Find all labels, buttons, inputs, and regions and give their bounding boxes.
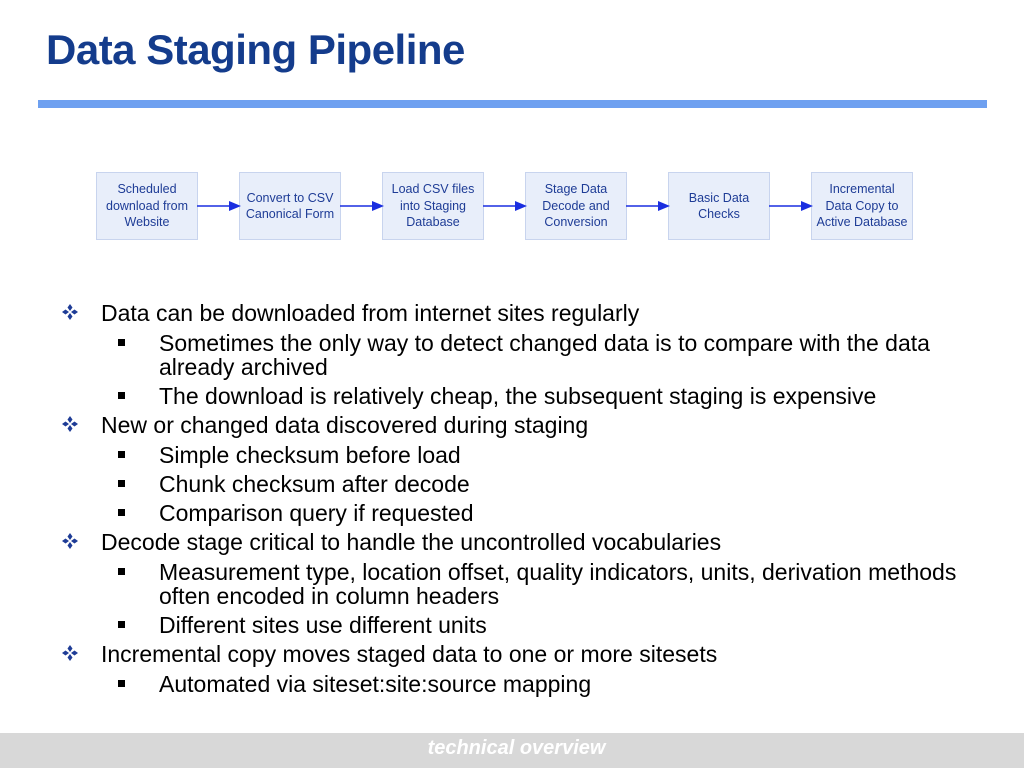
bullet-text: New or changed data discovered during staging xyxy=(101,412,589,438)
square-bullet-icon xyxy=(118,568,125,575)
pipeline-step-load-staging: Load CSV files into Staging Database xyxy=(382,172,484,240)
bullet-text: Data can be downloaded from internet sites regularly xyxy=(101,300,640,326)
sub-bullet-item xyxy=(60,472,1000,496)
square-bullet-icon xyxy=(118,339,125,346)
square-bullet-icon xyxy=(118,392,125,399)
footer-label: technical overview xyxy=(427,737,606,759)
right-arrow-icon xyxy=(340,200,384,212)
pipeline-step-incremental-copy: Incremental Data Copy to Active Database xyxy=(811,172,913,240)
sub-bullet-text: Comparison query if requested xyxy=(159,500,474,526)
pipeline-step-convert-csv: Convert to CSV Canonical Form xyxy=(239,172,341,240)
bullet-item xyxy=(60,300,1000,408)
square-bullet-icon xyxy=(118,480,125,487)
sub-bullet-text: Measurement type, location offset, quality indicators, units, derivation methods often encoded in column headers xyxy=(159,559,957,609)
bullet-item xyxy=(60,529,1000,637)
sub-bullet-text: Chunk checksum after decode xyxy=(159,471,470,497)
four-diamond-bullet-icon xyxy=(62,533,78,549)
bullet-item xyxy=(60,412,1000,525)
right-arrow-icon xyxy=(483,200,527,212)
sub-bullet-list xyxy=(101,331,1000,408)
sub-bullet-item xyxy=(60,331,1000,379)
sub-bullet-item xyxy=(60,384,1000,408)
right-arrow-icon xyxy=(626,200,670,212)
pipeline-diagram xyxy=(0,0,1024,280)
sub-bullet-item xyxy=(60,443,1000,467)
sub-bullet-list xyxy=(101,672,1000,696)
four-diamond-bullet-icon xyxy=(62,416,78,432)
square-bullet-icon xyxy=(118,509,125,516)
bullet-text: Decode stage critical to handle the uncontrolled vocabularies xyxy=(101,529,722,555)
four-diamond-bullet-icon xyxy=(62,304,78,320)
sub-bullet-item xyxy=(60,672,1000,696)
sub-bullet-item xyxy=(60,501,1000,525)
bullet-item xyxy=(60,641,1000,696)
square-bullet-icon xyxy=(118,680,125,687)
square-bullet-icon xyxy=(118,621,125,628)
sub-bullet-list xyxy=(101,443,1000,525)
sub-bullet-text: Automated via siteset:site:source mapping xyxy=(159,671,592,697)
pipeline-step-download: Scheduled download from Website xyxy=(96,172,198,240)
bullet-text: Incremental copy moves staged data to one or more sitesets xyxy=(101,641,718,667)
sub-bullet-text: Different sites use different units xyxy=(159,612,487,638)
square-bullet-icon xyxy=(118,451,125,458)
pipeline-step-checks: Basic Data Checks xyxy=(668,172,770,240)
sub-bullet-item xyxy=(60,560,1000,608)
four-diamond-bullet-icon xyxy=(62,645,78,661)
right-arrow-icon xyxy=(769,200,813,212)
sub-bullet-item xyxy=(60,613,1000,637)
bullet-list xyxy=(60,300,1000,700)
slide-title: Data Staging Pipeline xyxy=(46,26,465,73)
pipeline-step-decode: Stage Data Decode and Conversion xyxy=(525,172,627,240)
sub-bullet-list xyxy=(101,560,1000,637)
right-arrow-icon xyxy=(197,200,241,212)
sub-bullet-text: Simple checksum before load xyxy=(159,442,461,468)
sub-bullet-text: The download is relatively cheap, the subsequent staging is expensive xyxy=(159,383,877,409)
sub-bullet-text: Sometimes the only way to detect changed data is to compare with the data already archived xyxy=(159,330,930,380)
